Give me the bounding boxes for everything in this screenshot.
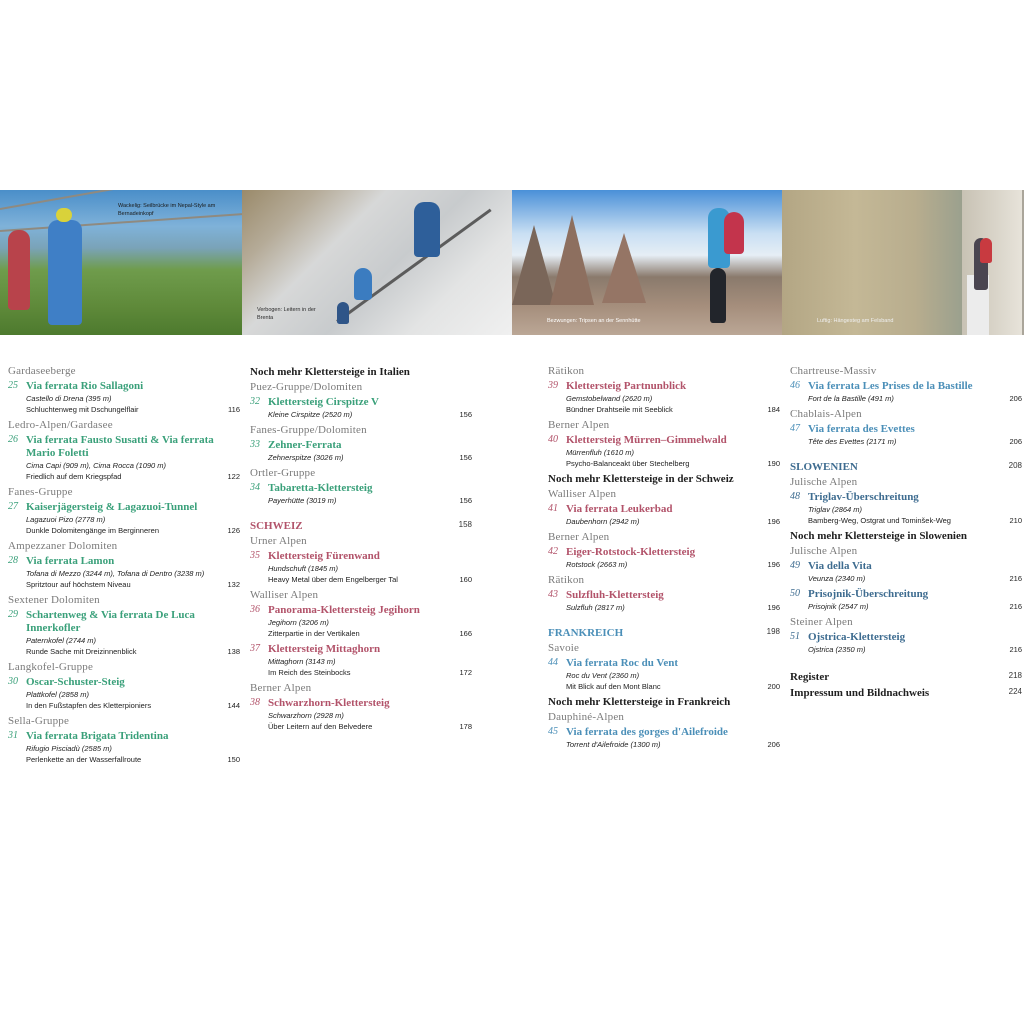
route-number: 40 (548, 434, 558, 445)
route-number: 28 (8, 555, 18, 566)
route-title[interactable]: Via ferrata Rio Sallagoni (26, 380, 144, 392)
page-number: 190 (767, 459, 780, 468)
page-number: 216 (1009, 574, 1022, 583)
route-title[interactable]: Via ferrata Les Prises de la Bastille (808, 380, 973, 392)
page-number: 150 (227, 755, 240, 764)
region-label: Dauphiné-Alpen (548, 711, 625, 723)
toc-entry[interactable] (548, 503, 780, 527)
route-title[interactable]: Klettersteig Fürenwand (268, 550, 380, 562)
section-heading: Noch mehr Klettersteige in Slowenien (790, 530, 967, 542)
back-matter-label: Impressum und Bildnachweis (790, 687, 930, 699)
region-label: Rätikon (548, 365, 585, 377)
route-summit: Mittaghorn (3143 m) (268, 657, 336, 666)
back-matter-entry[interactable] (790, 687, 1022, 699)
route-summit: Veunza (2340 m) (808, 574, 866, 583)
route-number: 51 (790, 631, 800, 642)
photo-rope-bridge (0, 190, 242, 335)
route-description: Bamberg-Weg, Ostgrat und Tominšek-Weg (808, 516, 951, 525)
route-number: 26 (8, 434, 18, 445)
route-description: In den Fußstapfen des Kletterpioniers (26, 701, 152, 710)
region-label: Steiner Alpen (790, 616, 853, 628)
route-title[interactable]: Ojstrica-Klettersteig (808, 631, 906, 643)
route-summit: Payerhütte (3019 m) (268, 496, 337, 505)
route-number: 36 (250, 604, 260, 615)
route-title[interactable]: Tabaretta-Klettersteig (268, 482, 373, 494)
route-number: 49 (790, 560, 800, 571)
toc-column-3 (548, 362, 780, 754)
region-label: Ledro-Alpen/Gardasee (8, 419, 113, 431)
route-description: Perlenkette an der Wasserfallroute (26, 755, 142, 764)
region-label: Chablais-Alpen (790, 408, 862, 420)
toc-entry[interactable] (8, 434, 240, 482)
page-number: 158 (458, 520, 472, 529)
route-summit: Kleine Cirspitze (2520 m) (268, 410, 353, 419)
section-heading: Noch mehr Klettersteige in der Schweiz (548, 473, 734, 485)
region-label: Sella-Gruppe (8, 715, 70, 727)
toc-entry[interactable] (548, 726, 780, 750)
route-number: 29 (8, 609, 18, 620)
toc-entry[interactable] (250, 396, 472, 420)
route-title[interactable]: Klettersteig Cirspitze V (268, 396, 379, 408)
route-summit: Plattkofel (2858 m) (26, 690, 89, 699)
route-title[interactable]: Schwarzhorn-Klettersteig (268, 697, 390, 709)
route-description: Im Reich des Steinbocks (268, 668, 351, 677)
route-number: 32 (250, 396, 260, 407)
page-number: 216 (1009, 645, 1022, 654)
country-label: SLOWENIEN (790, 461, 858, 473)
route-description: Mit Blick auf den Mont Blanc (566, 682, 661, 691)
route-summit: Triglav (2864 m) (808, 505, 863, 514)
country-label: FRANKREICH (548, 627, 624, 639)
toc-entry[interactable] (790, 560, 1022, 584)
country-heading[interactable] (548, 627, 780, 639)
photo-caption: Luftig: Hängesteg am Felsband (817, 318, 894, 324)
route-number: 39 (548, 380, 558, 391)
photo-caption: Verbogen: Leitern in der Brenta (257, 307, 316, 321)
toc-column-1 (8, 362, 240, 769)
page-number: 206 (1009, 394, 1022, 403)
toc-entry[interactable] (8, 380, 240, 415)
region-label: Julische Alpen (790, 476, 858, 488)
page-number: 208 (1008, 461, 1022, 470)
region-label: Ampezzaner Dolomiten (8, 540, 118, 552)
page-number: 198 (766, 627, 780, 636)
region-label: Chartreuse-Massiv (790, 365, 877, 377)
region-label: Ortler-Gruppe (250, 467, 316, 479)
page-number: 224 (1008, 687, 1022, 696)
page-number: 196 (767, 603, 780, 612)
route-title[interactable]: Klettersteig Mürren–Gimmelwald (566, 434, 727, 446)
route-description: Psycho-Balanceakt über Stechelberg (566, 459, 690, 468)
region-label: Fanes-Gruppe/Dolomiten (250, 424, 367, 436)
photo-strip (0, 190, 1024, 335)
route-title[interactable]: Via ferrata des gorges d'Ailefroide (566, 726, 728, 738)
route-description: Dunkle Dolomitengänge im Berginneren (26, 526, 159, 535)
route-summit: Prisojnik (2547 m) (808, 602, 869, 611)
route-summit: Rotstock (2663 m) (566, 560, 628, 569)
route-summit: Rifugio Pisciadù (2585 m) (26, 744, 112, 753)
page-number: 116 (228, 405, 240, 414)
route-number: 44 (548, 657, 558, 668)
route-summit: Torrent d'Ailefroide (1300 m) (566, 740, 661, 749)
page-number: 126 (227, 526, 240, 535)
page-number: 166 (459, 629, 472, 638)
toc-entry[interactable] (790, 380, 1022, 404)
route-summit: Mürrenfluh (1610 m) (566, 448, 634, 457)
route-summit: Sulzfluh (2817 m) (566, 603, 625, 612)
route-title[interactable]: Kaiserjägersteig & Lagazuoi-Tunnel (26, 501, 198, 513)
route-number: 37 (250, 643, 260, 654)
page-number: 156 (459, 410, 472, 419)
page-number: 172 (459, 668, 472, 677)
route-number: 50 (790, 588, 800, 599)
route-summit: Cima Capi (909 m), Cima Rocca (1090 m) (26, 461, 167, 470)
toc-entry[interactable] (250, 550, 472, 585)
route-title[interactable]: Via ferrata Roc du Vent (566, 657, 679, 669)
route-summit: Gemstobelwand (2620 m) (566, 394, 653, 403)
toc-entry[interactable] (790, 588, 1022, 612)
route-summit: Fort de la Bastille (491 m) (808, 394, 894, 403)
region-label: Fanes-Gruppe (8, 486, 73, 498)
page-number: 132 (227, 580, 240, 589)
page-number: 206 (1009, 437, 1022, 446)
photo-caption: Bezwungen: Tripsen an der Sennhütte (547, 318, 641, 324)
region-label: Savoie (548, 642, 580, 654)
route-title[interactable]: Klettersteig Mittaghorn (268, 643, 381, 655)
route-title[interactable]: Via della Vita (808, 560, 872, 572)
photo-three-peaks (512, 190, 782, 335)
toc-entry[interactable] (790, 423, 1022, 447)
route-number: 34 (250, 482, 260, 493)
region-label: Urner Alpen (250, 535, 307, 547)
route-summit: Tofana di Mezzo (3244 m), Tofana di Dentro (3238 m) (26, 569, 205, 578)
toc-entry[interactable] (8, 501, 240, 536)
route-description: Runde Sache mit Dreizinnenblick (26, 647, 137, 656)
route-summit: Jegihorn (3206 m) (268, 618, 329, 627)
photo-caption: Wackelig: Seilbrücke im Nepal-Style am Bernadeinkopf (118, 203, 216, 217)
route-number: 33 (250, 439, 260, 450)
route-number: 42 (548, 546, 558, 557)
route-summit: Hundschuft (1845 m) (268, 564, 339, 573)
route-number: 35 (250, 550, 260, 561)
page-number: 156 (459, 453, 472, 462)
route-summit: Lagazuoi Pizo (2778 m) (26, 515, 106, 524)
section-heading: Noch mehr Klettersteige in Frankreich (548, 696, 731, 708)
route-description: Zitterpartie in der Vertikalen (268, 629, 360, 638)
route-title[interactable]: Oscar-Schuster-Steig (26, 676, 125, 688)
region-label: Berner Alpen (548, 419, 610, 431)
route-number: 47 (790, 423, 800, 434)
route-title[interactable]: Via ferrata Fausto Susatti & Via ferrata Mario Foletti (26, 434, 214, 459)
toc-entry[interactable] (790, 491, 1022, 526)
section-heading: Noch mehr Klettersteige in Italien (250, 366, 410, 378)
region-label: Sextener Dolomiten (8, 594, 100, 606)
toc-entry[interactable] (250, 482, 472, 506)
route-number: 25 (8, 380, 18, 391)
region-label: Puez-Gruppe/Dolomiten (250, 381, 363, 393)
route-number: 48 (790, 491, 800, 502)
route-title[interactable]: Panorama-Klettersteig Jegihorn (268, 604, 420, 616)
route-summit: Ojstrica (2350 m) (808, 645, 866, 654)
route-title[interactable]: Via ferrata Leukerbad (566, 503, 673, 515)
route-title[interactable]: Schartenweg & Via ferrata De Luca Innerkofler (26, 609, 195, 634)
route-number: 43 (548, 589, 558, 600)
toc-entry[interactable] (250, 697, 472, 732)
route-title[interactable]: Via ferrata Brigata Tridentina (26, 730, 169, 742)
toc-entry[interactable] (548, 589, 780, 613)
toc-entry[interactable] (8, 676, 240, 711)
route-description: Heavy Metal über dem Engelberger Tal (268, 575, 398, 584)
route-number: 31 (8, 730, 18, 741)
page-number: 122 (227, 472, 240, 481)
toc-entry[interactable] (250, 604, 472, 639)
toc-entry[interactable] (548, 546, 780, 570)
back-matter-label: Register (790, 671, 830, 683)
page-number: 210 (1009, 516, 1022, 525)
route-title[interactable]: Via ferrata Lamon (26, 555, 115, 567)
route-summit: Tête des Evettes (2171 m) (808, 437, 897, 446)
route-number: 41 (548, 503, 558, 514)
region-label: Langkofel-Gruppe (8, 661, 94, 673)
country-heading[interactable] (250, 520, 472, 532)
region-label: Walliser Alpen (548, 488, 617, 500)
page-number: 160 (459, 575, 472, 584)
region-label: Julische Alpen (790, 545, 858, 557)
page-number: 178 (459, 722, 472, 731)
region-label: Gardaseeberge (8, 365, 76, 377)
region-label: Rätikon (548, 574, 585, 586)
region-label: Berner Alpen (548, 531, 610, 543)
photo-suspension-walk (782, 190, 1024, 335)
route-title[interactable]: Via ferrata des Evettes (808, 423, 915, 435)
route-title[interactable]: Klettersteig Partnunblick (566, 380, 687, 392)
country-heading[interactable] (790, 461, 1022, 473)
page-number: 206 (767, 740, 780, 749)
toc-entry[interactable] (548, 380, 780, 415)
route-description: Schluchtenweg mit Dschungelflair (26, 405, 139, 414)
page-number: 196 (767, 560, 780, 569)
route-summit: Roc du Vent (2360 m) (566, 671, 640, 680)
toc-entry[interactable] (250, 439, 472, 463)
toc-entry[interactable] (8, 609, 240, 657)
page-number: 138 (227, 647, 240, 656)
route-number: 38 (250, 697, 260, 708)
route-title[interactable]: Eiger-Rotstock-Klettersteig (566, 546, 696, 558)
toc-entry[interactable] (548, 434, 780, 469)
page-number: 200 (767, 682, 780, 691)
back-matter-entry[interactable] (790, 671, 1022, 683)
page-number: 216 (1009, 602, 1022, 611)
page-number: 156 (459, 496, 472, 505)
toc-entry[interactable] (548, 657, 780, 692)
route-description: Friedlich auf dem Kriegspfad (26, 472, 122, 481)
route-number: 46 (790, 380, 800, 391)
route-description: Bündner Drahtseile mit Seeblick (566, 405, 673, 414)
photo-ladders (242, 190, 512, 335)
page-number: 218 (1008, 671, 1022, 680)
route-description: Spritztour auf höchstem Niveau (26, 580, 131, 589)
toc-entry[interactable] (250, 643, 472, 678)
toc-entry[interactable] (8, 730, 240, 765)
page-number: 196 (767, 517, 780, 526)
route-summit: Daubenhorn (2942 m) (566, 517, 640, 526)
route-description: Über Leitern auf den Belvedere (268, 722, 373, 731)
route-number: 30 (8, 676, 18, 687)
route-title[interactable]: Triglav-Überschreitung (808, 491, 919, 503)
toc-column-2 (250, 362, 472, 736)
page-number: 144 (227, 701, 240, 710)
region-label: Berner Alpen (250, 682, 312, 694)
route-title[interactable]: Sulzfluh-Klettersteig (566, 589, 664, 601)
route-summit: Paternkofel (2744 m) (26, 636, 97, 645)
toc-column-4 (790, 362, 1022, 699)
route-title[interactable]: Zehner-Ferrata (268, 439, 342, 451)
page-number: 184 (767, 405, 780, 414)
route-title[interactable]: Prisojnik-Überschreitung (808, 588, 929, 600)
route-number: 45 (548, 726, 558, 737)
country-label: SCHWEIZ (250, 520, 303, 532)
route-number: 27 (8, 501, 18, 512)
toc-entry[interactable] (790, 631, 1022, 655)
route-summit: Schwarzhorn (2928 m) (268, 711, 344, 720)
region-label: Walliser Alpen (250, 589, 319, 601)
toc-entry[interactable] (8, 555, 240, 590)
route-summit: Zehnerspitze (3026 m) (268, 453, 344, 462)
route-summit: Castello di Drena (395 m) (26, 394, 112, 403)
